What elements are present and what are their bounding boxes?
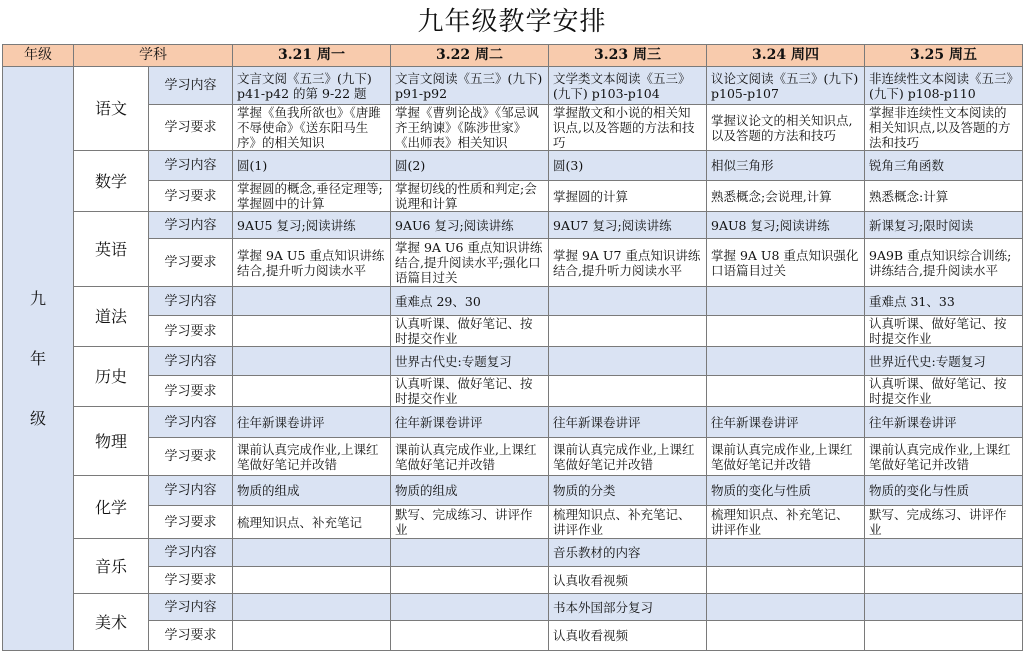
content-cell (707, 594, 865, 621)
content-cell: 物质的分类 (549, 476, 707, 506)
content-cell (707, 287, 865, 316)
requirement-cell: 认真听课、做好笔记、按时提交作业 (865, 316, 1023, 347)
requirement-cell (707, 316, 865, 347)
content-cell (233, 539, 391, 567)
requirement-cell: 熟悉概念:计算 (865, 181, 1023, 212)
requirement-cell: 课前认真完成作业,上课红笔做好笔记并改错 (233, 438, 391, 476)
requirement-cell (233, 376, 391, 407)
requirement-label: 学习要求 (149, 181, 233, 212)
table-row (3, 567, 1023, 594)
content-cell: 物质的变化与性质 (865, 476, 1023, 506)
table-row (3, 239, 1023, 287)
subject-name: 化学 (74, 476, 149, 539)
requirement-label: 学习要求 (149, 567, 233, 594)
content-cell: 9AU6 复习;阅读讲练 (391, 212, 549, 239)
subject-name: 道法 (74, 287, 149, 347)
content-cell: 文言文阅读《五三》(九下) p91-p92 (391, 67, 549, 105)
header-grade: 年级 (3, 45, 74, 67)
content-cell: 9AU8 复习;阅读讲练 (707, 212, 865, 239)
requirement-cell (549, 376, 707, 407)
table-row (3, 476, 1023, 506)
content-label: 学习内容 (149, 407, 233, 438)
content-cell: 物质的变化与性质 (707, 476, 865, 506)
table-row (3, 438, 1023, 476)
requirement-cell: 梳理知识点、补充笔记、讲评作业 (549, 506, 707, 539)
requirement-cell: 认真收看视频 (549, 567, 707, 594)
content-cell: 圆(2) (391, 151, 549, 181)
subject-name: 美术 (74, 594, 149, 651)
table-row (3, 407, 1023, 438)
requirement-cell: 掌握散文和小说的相关知识点,以及答题的方法和技巧 (549, 105, 707, 151)
content-label: 学习内容 (149, 539, 233, 567)
requirement-cell (391, 621, 549, 651)
content-label: 学习内容 (149, 212, 233, 239)
requirement-label: 学习要求 (149, 376, 233, 407)
table-row (3, 67, 1023, 105)
requirement-cell: 掌握 9A U7 重点知识讲练结合,提升听力阅读水平 (549, 239, 707, 287)
content-cell (865, 594, 1023, 621)
content-cell: 往年新课卷讲评 (707, 407, 865, 438)
requirement-cell: 认真听课、做好笔记、按时提交作业 (391, 316, 549, 347)
content-cell: 往年新课卷讲评 (233, 407, 391, 438)
subject-name: 历史 (74, 347, 149, 407)
requirement-cell (233, 316, 391, 347)
requirement-label: 学习要求 (149, 105, 233, 151)
grade-char: 九 (29, 288, 46, 308)
page-title: 九年级教学安排 (417, 7, 607, 37)
table-row (3, 347, 1023, 376)
content-cell: 物质的组成 (391, 476, 549, 506)
requirement-cell: 掌握切线的性质和判定;会说理和计算 (391, 181, 549, 212)
requirement-cell (865, 567, 1023, 594)
requirement-cell (233, 621, 391, 651)
content-cell (233, 594, 391, 621)
content-cell: 相似三角形 (707, 151, 865, 181)
subject-name: 语文 (74, 67, 149, 151)
subject-name: 物理 (74, 407, 149, 476)
requirement-cell: 掌握圆的计算 (549, 181, 707, 212)
requirement-cell: 课前认真完成作业,上课红笔做好笔记并改错 (549, 438, 707, 476)
table-row (3, 594, 1023, 621)
content-cell: 非连续性文本阅读《五三》(九下) p108-p110 (865, 67, 1023, 105)
content-label: 学习内容 (149, 476, 233, 506)
requirement-cell (707, 376, 865, 407)
content-cell: 新课复习;限时阅读 (865, 212, 1023, 239)
requirement-cell: 默写、完成练习、讲评作业 (391, 506, 549, 539)
content-cell: 世界近代史:专题复习 (865, 347, 1023, 376)
content-cell (549, 287, 707, 316)
header-day: 3.22 周二 (391, 45, 549, 67)
content-cell: 9AU7 复习;阅读讲练 (549, 212, 707, 239)
requirement-cell (549, 316, 707, 347)
requirement-cell: 认真听课、做好笔记、按时提交作业 (865, 376, 1023, 407)
content-cell: 圆(3) (549, 151, 707, 181)
table-row (3, 376, 1023, 407)
content-cell: 议论文阅读《五三》(九下) p105-p107 (707, 67, 865, 105)
requirement-label: 学习要求 (149, 239, 233, 287)
content-cell: 世界古代史:专题复习 (391, 347, 549, 376)
requirement-cell: 认真听课、做好笔记、按时提交作业 (391, 376, 549, 407)
content-cell (707, 347, 865, 376)
table-row (3, 105, 1023, 151)
header-day: 3.25 周五 (865, 45, 1023, 67)
requirement-cell: 掌握圆的概念,垂径定理等;掌握圆中的计算 (233, 181, 391, 212)
content-cell: 重难点 29、30 (391, 287, 549, 316)
requirement-label: 学习要求 (149, 506, 233, 539)
requirement-cell: 课前认真完成作业,上课红笔做好笔记并改错 (391, 438, 549, 476)
table-row (3, 621, 1023, 651)
header-day: 3.23 周三 (549, 45, 707, 67)
content-label: 学习内容 (149, 67, 233, 105)
content-cell: 往年新课卷讲评 (549, 407, 707, 438)
content-cell: 文学类文本阅读《五三》(九下) p103-p104 (549, 67, 707, 105)
table-row (3, 506, 1023, 539)
content-cell (549, 347, 707, 376)
content-cell: 圆(1) (233, 151, 391, 181)
schedule-table (2, 44, 1023, 651)
content-cell (707, 539, 865, 567)
table-row (3, 181, 1023, 212)
table-row (3, 316, 1023, 347)
content-cell: 往年新课卷讲评 (391, 407, 549, 438)
content-label: 学习内容 (149, 287, 233, 316)
content-cell (865, 539, 1023, 567)
subject-name: 音乐 (74, 539, 149, 594)
requirement-cell: 掌握非连续性文本阅读的相关知识点,以及答题的方法和技巧 (865, 105, 1023, 151)
table-row (3, 539, 1023, 567)
requirement-cell: 掌握《鱼我所欲也》《唐雎不辱使命》《送东阳马生序》的相关知识 (233, 105, 391, 151)
grade-char: 级 (29, 408, 46, 428)
requirement-cell: 梳理知识点、补充笔记 (233, 506, 391, 539)
content-label: 学习内容 (149, 347, 233, 376)
requirement-cell: 默写、完成练习、讲评作业 (865, 506, 1023, 539)
requirement-cell: 掌握 9A U5 重点知识讲练结合,提升听力阅读水平 (233, 239, 391, 287)
table-row (3, 212, 1023, 239)
header-row (3, 45, 1023, 67)
requirement-cell (865, 621, 1023, 651)
content-cell: 锐角三角函数 (865, 151, 1023, 181)
header-day: 3.24 周四 (707, 45, 865, 67)
content-cell: 音乐教材的内容 (549, 539, 707, 567)
requirement-cell: 熟悉概念;会说理,计算 (707, 181, 865, 212)
content-cell (233, 347, 391, 376)
requirement-cell: 课前认真完成作业,上课红笔做好笔记并改错 (707, 438, 865, 476)
table-row (3, 287, 1023, 316)
requirement-cell: 掌握议论文的相关知识点,以及答题的方法和技巧 (707, 105, 865, 151)
subject-name: 数学 (74, 151, 149, 212)
requirement-cell: 梳理知识点、补充笔记、讲评作业 (707, 506, 865, 539)
content-cell: 往年新课卷讲评 (865, 407, 1023, 438)
grade-cell (3, 67, 74, 651)
subject-name: 英语 (74, 212, 149, 287)
requirement-cell (233, 567, 391, 594)
grade-char: 年 (29, 348, 46, 368)
requirement-label: 学习要求 (149, 316, 233, 347)
requirement-cell: 认真收看视频 (549, 621, 707, 651)
requirement-cell: 9A9B 重点知识综合训练;讲练结合,提升阅读水平 (865, 239, 1023, 287)
header-day: 3.21 周一 (233, 45, 391, 67)
content-cell: 重难点 31、33 (865, 287, 1023, 316)
requirement-cell (707, 567, 865, 594)
content-cell: 文言文阅《五三》(九下) p41-p42 的第 9-22 题 (233, 67, 391, 105)
content-label: 学习内容 (149, 594, 233, 621)
content-cell (391, 539, 549, 567)
content-cell (391, 594, 549, 621)
header-subject: 学科 (74, 45, 233, 67)
requirement-cell (391, 567, 549, 594)
requirement-label: 学习要求 (149, 438, 233, 476)
content-cell: 书本外国部分复习 (549, 594, 707, 621)
requirement-label: 学习要求 (149, 621, 233, 651)
content-cell (233, 287, 391, 316)
content-cell: 物质的组成 (233, 476, 391, 506)
requirement-cell: 课前认真完成作业,上课红笔做好笔记并改错 (865, 438, 1023, 476)
requirement-cell: 掌握《曹刿论战》《邹忌讽齐王纳谏》《陈涉世家》《出师表》相关知识 (391, 105, 549, 151)
content-label: 学习内容 (149, 151, 233, 181)
requirement-cell (707, 621, 865, 651)
content-cell: 9AU5 复习;阅读讲练 (233, 212, 391, 239)
requirement-cell: 掌握 9A U6 重点知识讲练结合,提升阅读水平;强化口语篇目过关 (391, 239, 549, 287)
table-row (3, 151, 1023, 181)
requirement-cell: 掌握 9A U8 重点知识强化口语篇目过关 (707, 239, 865, 287)
